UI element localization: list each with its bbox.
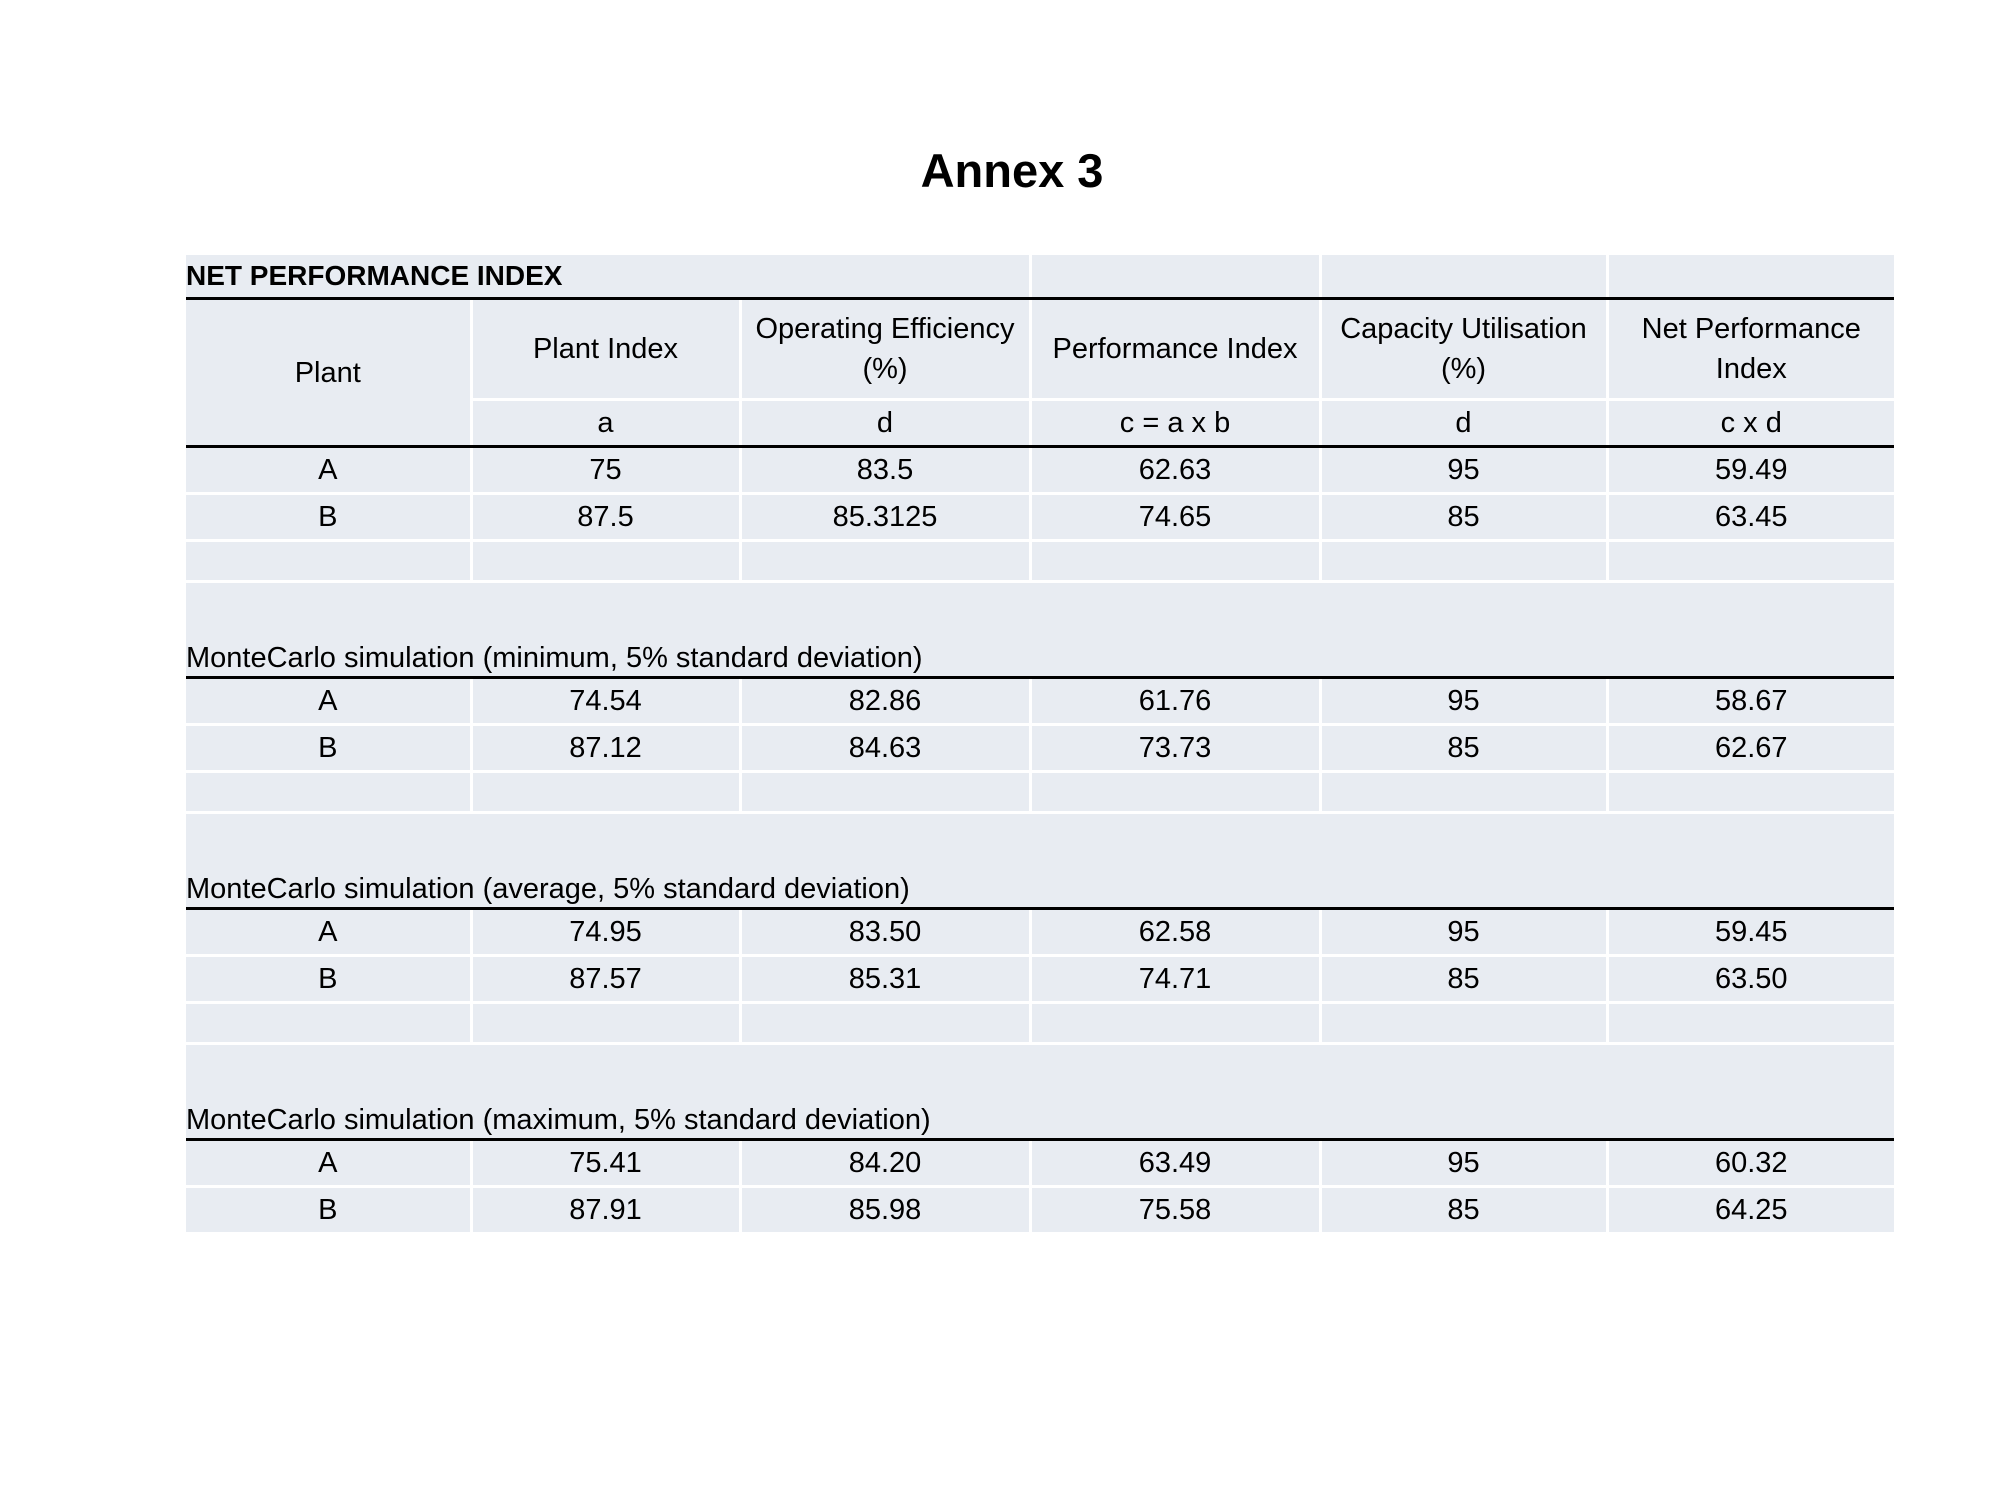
empty-row	[186, 541, 1894, 582]
header-performance-index: Performance Index	[1030, 299, 1320, 400]
empty-cell	[1607, 541, 1894, 582]
page-title: Annex 3	[920, 144, 1104, 197]
table-cell: 58.67	[1607, 678, 1894, 725]
table-row	[186, 725, 1894, 772]
empty-cell	[1030, 772, 1320, 813]
table-cell: B	[186, 956, 471, 1003]
header-net-performance-index: Net Performance Index	[1607, 299, 1894, 400]
table-cell: 74.71	[1030, 956, 1320, 1003]
table-cell: 74.95	[471, 909, 740, 956]
empty-cell	[1320, 772, 1607, 813]
table-cell: 83.5	[740, 447, 1030, 494]
header-row	[186, 299, 1894, 400]
table-cell: B	[186, 725, 471, 772]
table-cell: 85	[1320, 494, 1607, 541]
table-cell: 85	[1320, 956, 1607, 1003]
section-heading: MonteCarlo simulation (maximum, 5% standard deviation)	[186, 1044, 1894, 1140]
empty-cell	[471, 1003, 740, 1044]
table-cell: 75	[471, 447, 740, 494]
empty-cell	[1030, 541, 1320, 582]
empty-cell	[186, 1003, 471, 1044]
net-performance-table	[186, 255, 1894, 1232]
table-cell: 62.58	[1030, 909, 1320, 956]
table-cell: 87.5	[471, 494, 740, 541]
empty-cell	[740, 772, 1030, 813]
table-cell: 62.63	[1030, 447, 1320, 494]
table-row	[186, 956, 1894, 1003]
table-cell: 75.58	[1030, 1187, 1320, 1233]
empty-cell	[1607, 772, 1894, 813]
table-cell: 62.67	[1607, 725, 1894, 772]
table-cell: 85.98	[740, 1187, 1030, 1233]
empty-cell	[186, 541, 471, 582]
empty-cell	[1320, 1003, 1607, 1044]
formula-cell: a	[471, 400, 740, 447]
table-cell: 73.73	[1030, 725, 1320, 772]
table-row	[186, 678, 1894, 725]
table-cell: 84.63	[740, 725, 1030, 772]
table-row	[186, 447, 1894, 494]
table-cell: 59.45	[1607, 909, 1894, 956]
table-cell: 83.50	[740, 909, 1030, 956]
table-row	[186, 494, 1894, 541]
empty-row	[186, 1003, 1894, 1044]
table-cell: 75.41	[471, 1140, 740, 1187]
empty-cell	[1030, 1003, 1320, 1044]
formula-cell: c x d	[1607, 400, 1894, 447]
section-heading: MonteCarlo simulation (minimum, 5% standard deviation)	[186, 582, 1894, 678]
empty-cell	[186, 772, 471, 813]
table-cell: 82.86	[740, 678, 1030, 725]
section-heading-row	[186, 1044, 1894, 1140]
table-cell: 63.49	[1030, 1140, 1320, 1187]
header-operating-efficiency: Operating Efficiency (%)	[740, 299, 1030, 400]
table-row	[186, 1187, 1894, 1233]
section-heading-row	[186, 582, 1894, 678]
table-caption: NET PERFORMANCE INDEX	[186, 255, 740, 299]
section-heading: MonteCarlo simulation (average, 5% standard deviation)	[186, 813, 1894, 909]
table-cell: A	[186, 678, 471, 725]
empty-cell	[740, 1003, 1030, 1044]
header-plant: Plant	[186, 299, 471, 447]
table-cell: 85.31	[740, 956, 1030, 1003]
table-cell: 63.45	[1607, 494, 1894, 541]
table-cell: 95	[1320, 447, 1607, 494]
empty-cell	[1320, 541, 1607, 582]
table-cell: 84.20	[740, 1140, 1030, 1187]
header-plant-index: Plant Index	[471, 299, 740, 400]
table-cell: A	[186, 1140, 471, 1187]
table-body	[186, 447, 1894, 1233]
table-cell: B	[186, 1187, 471, 1233]
table-row	[186, 909, 1894, 956]
table-cell: 59.49	[1607, 447, 1894, 494]
formula-cell: d	[1320, 400, 1607, 447]
table-cell: A	[186, 447, 471, 494]
table-cell: 85	[1320, 1187, 1607, 1233]
table-title-row	[186, 255, 1894, 299]
table-cell: 95	[1320, 678, 1607, 725]
formula-cell: c = a x b	[1030, 400, 1320, 447]
table-cell: 85	[1320, 725, 1607, 772]
empty-row	[186, 772, 1894, 813]
table-cell: 64.25	[1607, 1187, 1894, 1233]
table-cell: 85.3125	[740, 494, 1030, 541]
table-cell: B	[186, 494, 471, 541]
table-cell: 87.12	[471, 725, 740, 772]
table-cell: 63.50	[1607, 956, 1894, 1003]
table-cell: A	[186, 909, 471, 956]
empty-cell	[1607, 1003, 1894, 1044]
empty-cell	[740, 541, 1030, 582]
section-heading-row	[186, 813, 1894, 909]
table-cell: 87.91	[471, 1187, 740, 1233]
formula-cell: d	[740, 400, 1030, 447]
header-capacity-utilisation: Capacity Utilisation (%)	[1320, 299, 1607, 400]
table-cell: 61.76	[1030, 678, 1320, 725]
table-row	[186, 1140, 1894, 1187]
table-cell: 74.54	[471, 678, 740, 725]
table-cell: 87.57	[471, 956, 740, 1003]
empty-cell	[471, 772, 740, 813]
empty-cell	[471, 541, 740, 582]
table-cell: 95	[1320, 909, 1607, 956]
table-cell: 74.65	[1030, 494, 1320, 541]
table-cell: 60.32	[1607, 1140, 1894, 1187]
table-cell: 95	[1320, 1140, 1607, 1187]
